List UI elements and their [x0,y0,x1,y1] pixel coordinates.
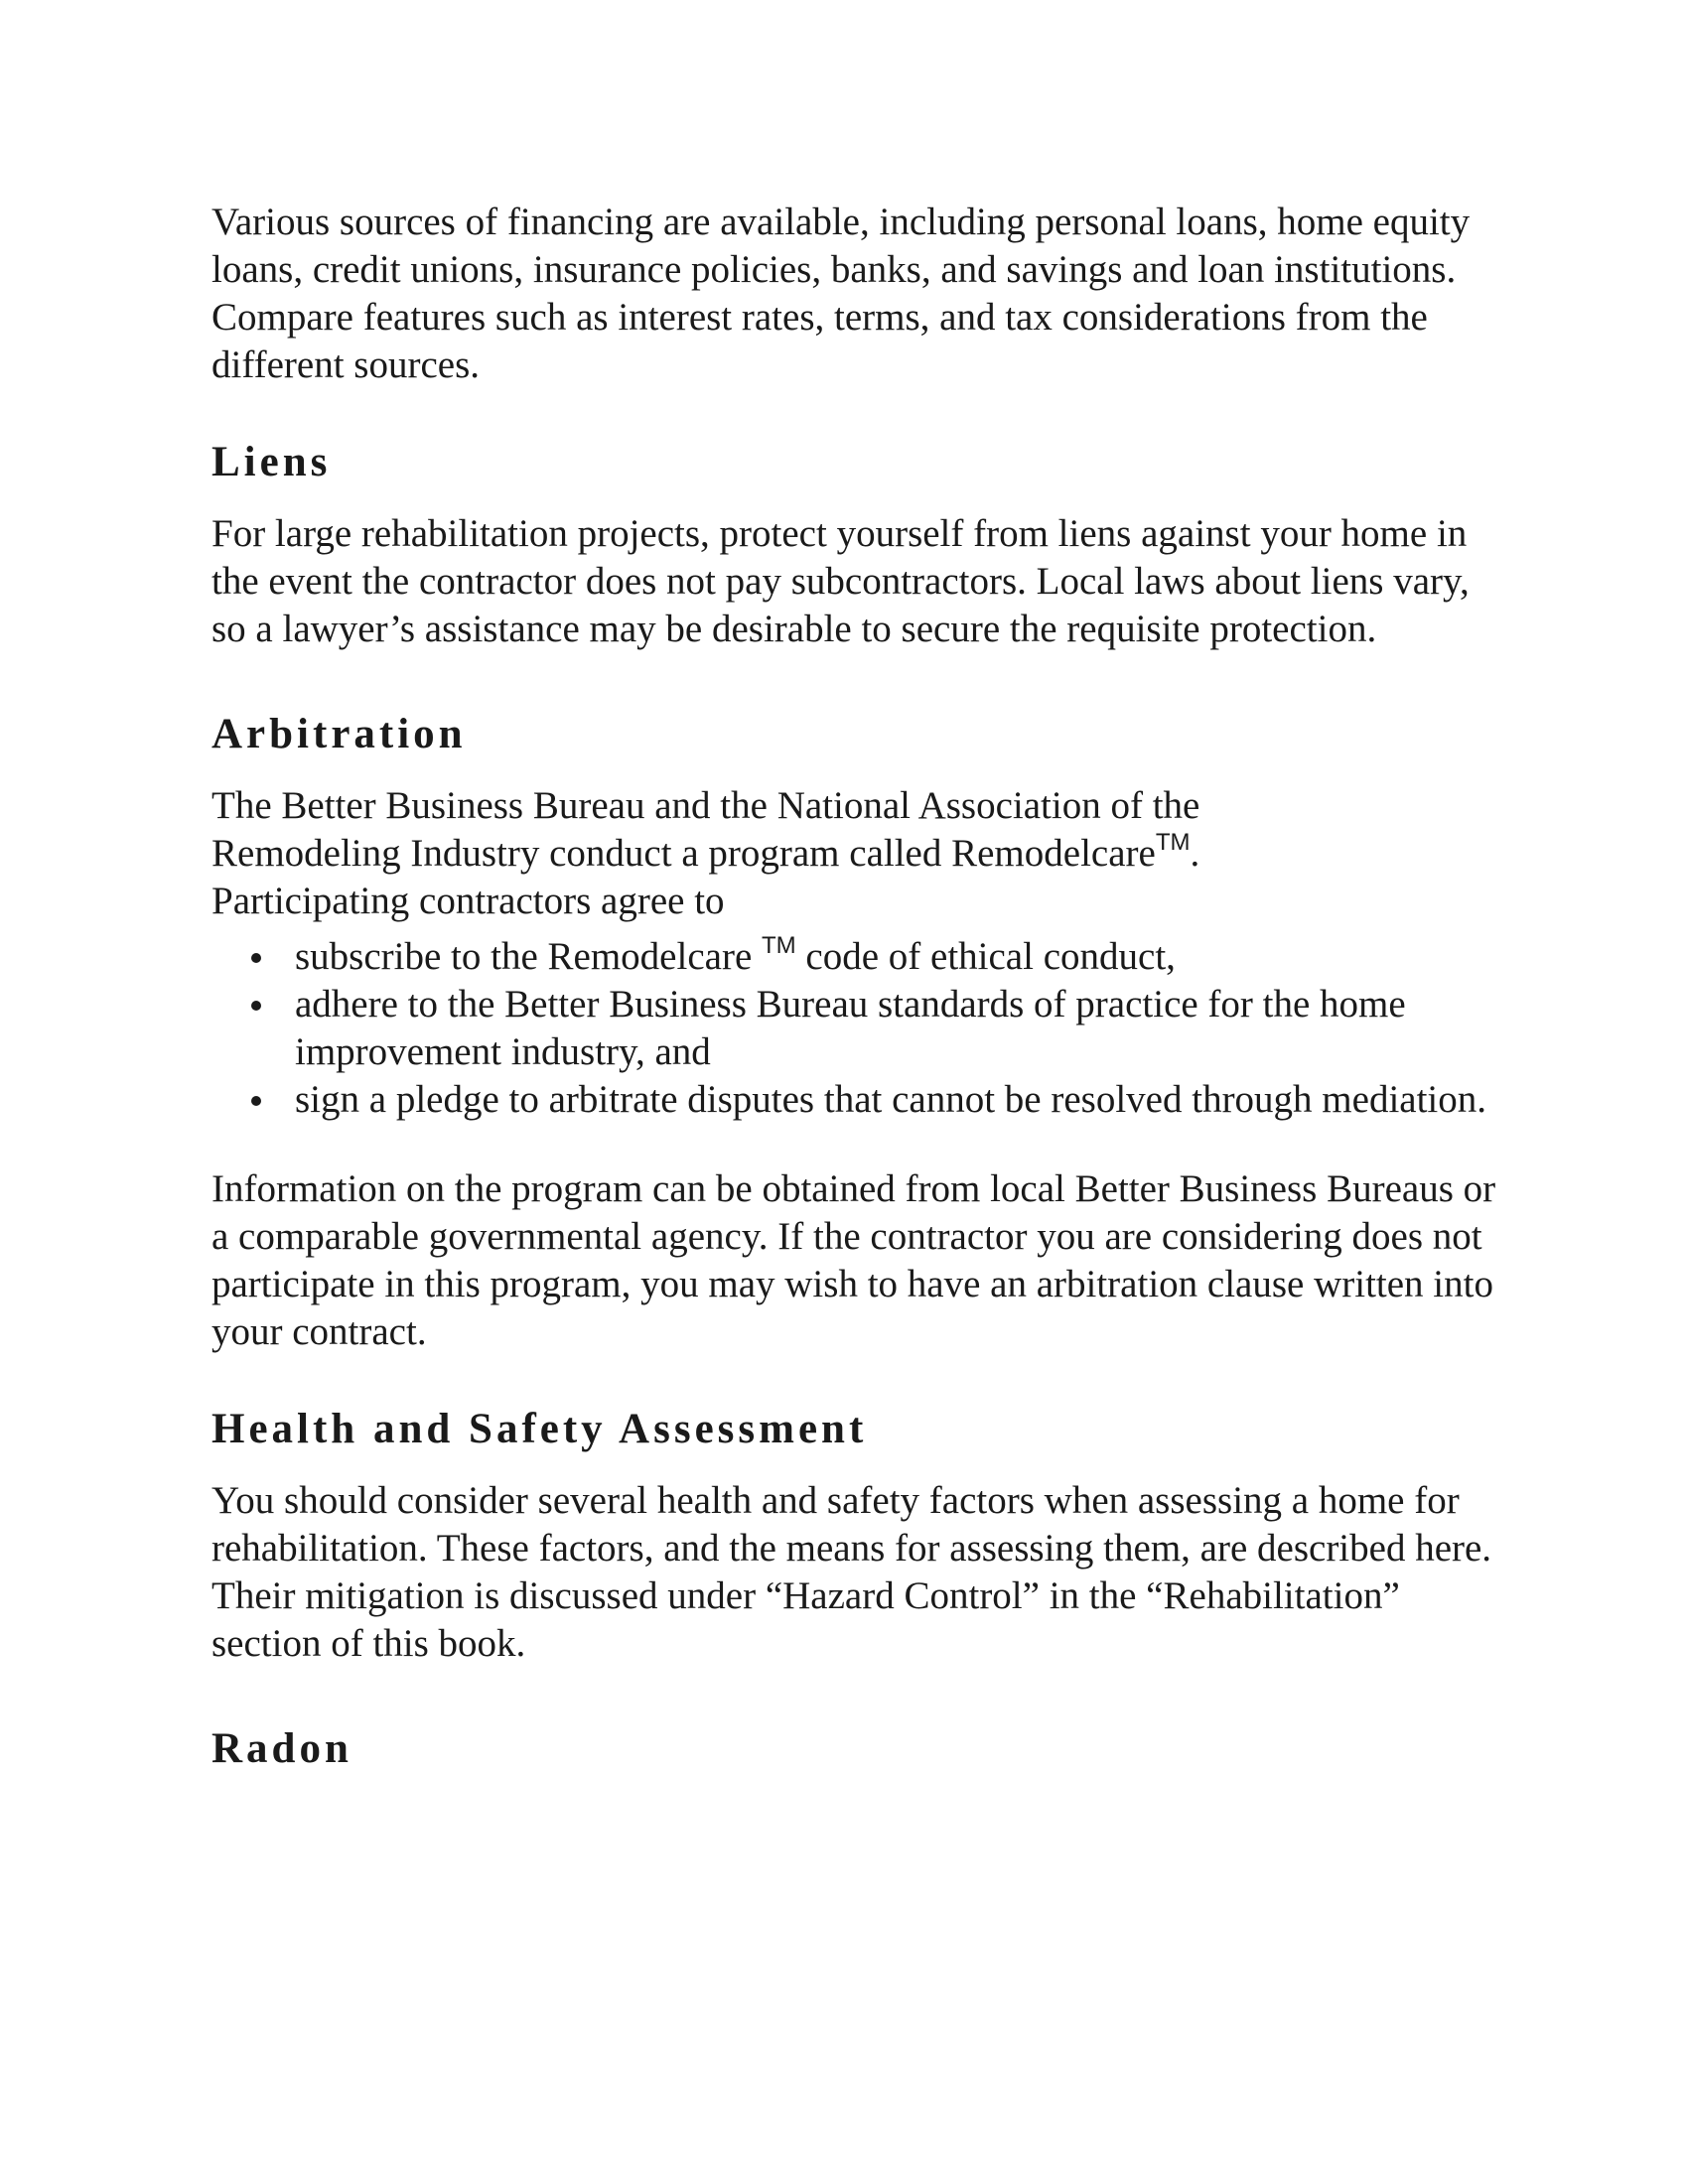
list-item: sign a pledge to arbitrate disputes that cannot be resolved through mediation. [295,1076,1502,1124]
health-safety-heading: Health and Safety Assessment [211,1406,868,1452]
participation-list [211,933,1502,1124]
trademark-mark: TM [762,932,796,959]
list-item: adhere to the Better Business Bureau standards of practice for the home improvement industry, and [295,981,1502,1076]
arbitration-line-2: Remodeling Industry conduct a program called Remodelcare [211,832,1156,875]
trademark-mark: TM [1155,829,1191,856]
list-item-text: subscribe to the Remodelcare [295,935,762,978]
liens-heading: Liens [211,439,332,485]
program-info-paragraph: Information on the program can be obtained from local Better Business Bureaus or a comparable governmental agency. If the contractor you are considering does not participate in this program, you may wish to have an arbitration clause written into your contract. [211,1167,1496,1353]
arbitration-line-3: Participating contractors agree to [211,880,725,922]
document-page [211,199,1502,1773]
radon-heading: Radon [211,1725,352,1772]
intro-paragraph: Various sources of financing are available, including personal loans, home equity loans, credit unions, insurance policies, banks, and savings and loan institutions. Compare features such as interest rates, terms, and tax considerations from the different sources. [211,201,1471,386]
arbitration-line-1: The Better Business Bureau and the National Association of the [211,784,1200,827]
liens-paragraph: For large rehabilitation projects, protect yourself from liens against your home in the event the contractor does not pay subcontractors. Local laws about liens vary, so a lawyer’s assistance may be desirable to secure the requisite protection. [211,512,1470,650]
arbitration-paragraph [211,782,1502,925]
list-item-text-end: code of ethical conduct, [795,935,1176,978]
health-safety-paragraph: You should consider several health and safety factors when assessing a home for rehabilitation. These factors, and the means for assessing them, are described here. Their mitigation is discussed under “Hazard Control” in the “Rehabilitation” section of this book. [211,1479,1492,1665]
list-item [295,933,1502,981]
arbitration-line-2-end: . [1190,832,1200,875]
arbitration-heading: Arbitration [211,711,467,757]
